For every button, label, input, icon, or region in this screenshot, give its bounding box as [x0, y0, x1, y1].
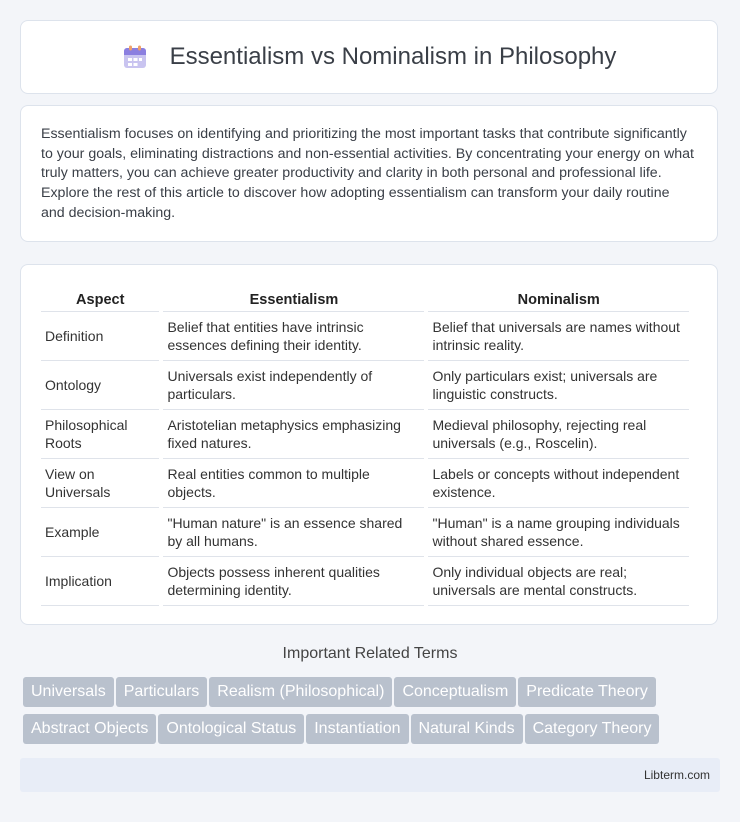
table-row [41, 459, 689, 508]
tag-abstract-objects[interactable]: Abstract Objects [23, 714, 156, 744]
intro-card [20, 105, 718, 242]
header-card [20, 20, 718, 94]
related-terms-title: Important Related Terms [282, 645, 458, 662]
related-terms-tags [23, 677, 723, 751]
table-cell: Example [41, 508, 159, 557]
column-header: Aspect [41, 285, 159, 312]
table-row [41, 508, 689, 557]
table-cell: Ontology [41, 361, 159, 410]
page-title: Essentialism vs Nominalism in Philosophy [169, 43, 617, 70]
table-cell: Labels or concepts without independent existence. [428, 459, 689, 508]
table-cell: Only particulars exist; universals are linguistic constructs. [428, 361, 689, 410]
table-row [41, 410, 689, 459]
table-cell: Universals exist independently of particulars. [163, 361, 424, 410]
table-cell: Implication [41, 557, 159, 606]
table-row [41, 557, 689, 606]
tag-conceptualism[interactable]: Conceptualism [394, 677, 516, 707]
tag-ontological-status[interactable]: Ontological Status [158, 714, 304, 744]
tag-particulars[interactable]: Particulars [116, 677, 208, 707]
table-cell: Real entities common to multiple objects. [163, 459, 424, 508]
table-cell: Definition [41, 312, 159, 361]
intro-text: Essentialism focuses on identifying and prioritizing the most important tasks that contribute significantly to your goals, eliminating distractions and non-essential activities. By concentrating your energy on what truly matters, you can achieve greater productivity and clarity in both personal and professional life. Explore the rest of this article to discover how adopting essentialism can transform your daily routine and decision-making. [41, 126, 694, 221]
footer-brand-link[interactable]: Libterm.com [643, 768, 710, 782]
table-row [41, 361, 689, 410]
calendar-icon [122, 44, 148, 70]
column-header: Essentialism [163, 285, 424, 312]
column-header: Nominalism [428, 285, 689, 312]
tag-category-theory[interactable]: Category Theory [525, 714, 660, 744]
tag-universals[interactable]: Universals [23, 677, 114, 707]
table-cell: Objects possess inherent qualities determining identity. [163, 557, 424, 606]
table-cell: "Human" is a name grouping individuals without shared essence. [428, 508, 689, 557]
table-header-row [41, 285, 689, 312]
table-cell: "Human nature" is an essence shared by all humans. [163, 508, 424, 557]
table-cell: Philosophical Roots [41, 410, 159, 459]
table-cell: Belief that universals are names without intrinsic reality. [428, 312, 689, 361]
tag-instantiation[interactable]: Instantiation [306, 714, 408, 744]
table-row [41, 312, 689, 361]
table-cell: Medieval philosophy, rejecting real universals (e.g., Roscelin). [428, 410, 689, 459]
comparison-table [37, 285, 693, 606]
comparison-table-card [20, 264, 718, 625]
table-cell: Only individual objects are real; universals are mental constructs. [428, 557, 689, 606]
table-cell: Aristotelian metaphysics emphasizing fixed natures. [163, 410, 424, 459]
tag-predicate-theory[interactable]: Predicate Theory [518, 677, 656, 707]
footer [20, 758, 720, 792]
tag-natural-kinds[interactable]: Natural Kinds [411, 714, 523, 744]
table-cell: View on Universals [41, 459, 159, 508]
table-cell: Belief that entities have intrinsic essences defining their identity. [163, 312, 424, 361]
tag-realism[interactable]: Realism (Philosophical) [209, 677, 392, 707]
